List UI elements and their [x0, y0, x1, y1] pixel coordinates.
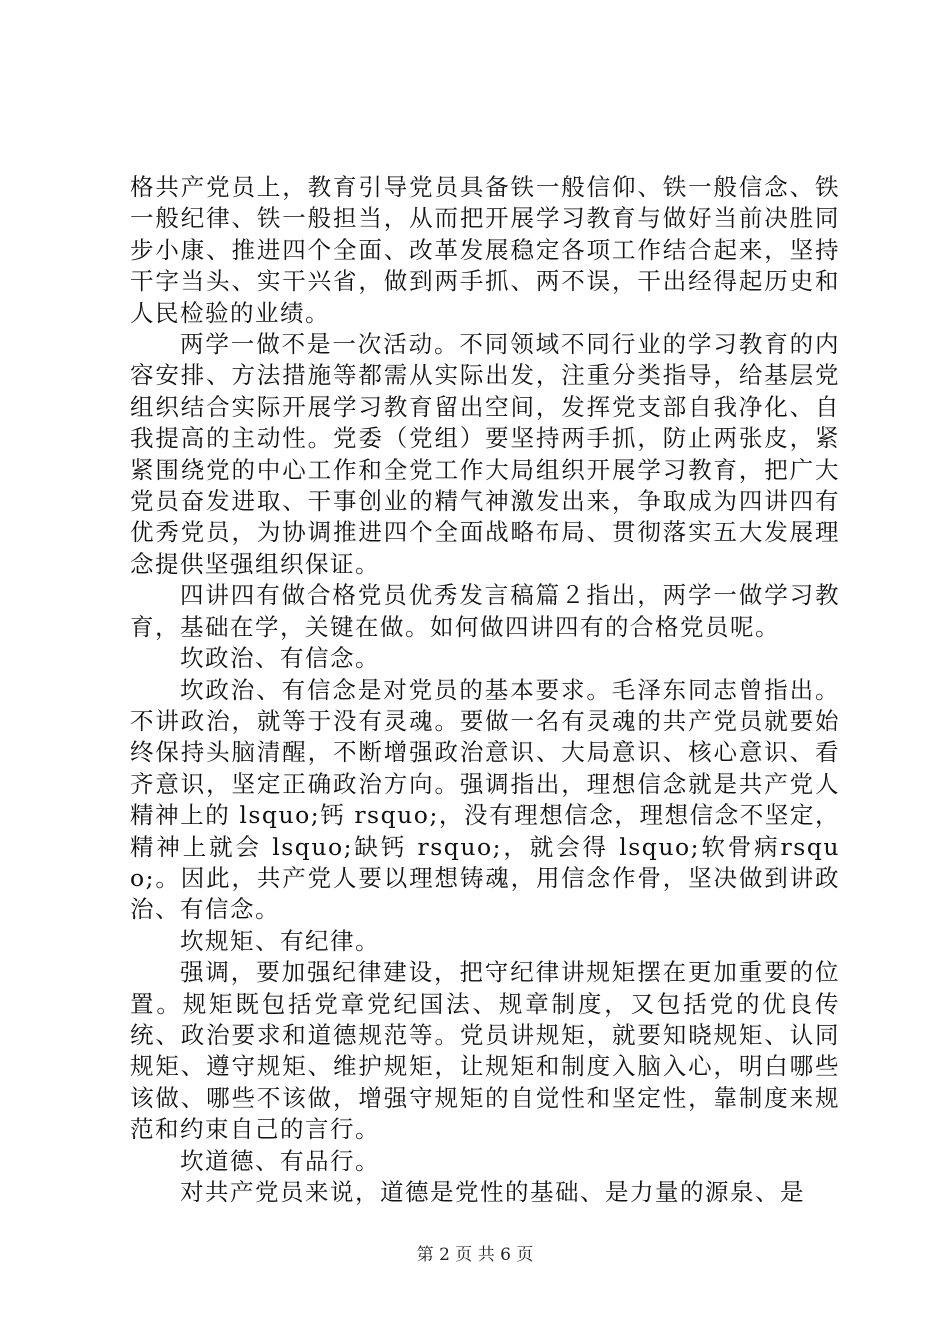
section-heading-rules: 坎规矩、有纪律。: [180, 926, 380, 955]
section-heading-politics: 坎政治、有信念。: [180, 644, 380, 673]
page-number-footer: 第 2 页 共 6 页: [416, 1245, 534, 1265]
paragraph-2: 两学一做不是一次活动。不同领域不同行业的学习教育的内容安排、方法措施等都需从实际出发，注重分类指导，给基层党组织结合实际开展学习教育留出空间，发挥党支部自我净化、自我提高的主动性。党委（党组）要坚持两手抓，防止两张皮，紧紧围绕党的中心工作和全党工作大局组织开展学习教育，把广大党员奋发进取、干事创业的精气神激发出来，争取成为四讲四有优秀党员，为协调推进四个全面战略布局、贯彻落实五大发展理念提供坚强组织保证。: [130, 330, 840, 578]
document-body: [130, 172, 840, 1208]
paragraph-3: 四讲四有做合格党员优秀发言稿篇２指出，两学一做学习教育，基础在学，关键在做。如何做四讲四有的合格党员呢。: [130, 581, 840, 641]
paragraph-politics: 坎政治、有信念是对党员的基本要求。毛泽东同志曾指出。不讲政治，就等于没有灵魂。要做一名有灵魂的共产党员就要始终保持头脑清醒，不断增强政治意识、大局意识、核心意识、看齐意识，坚定正确政治方向。强调指出，理想信念就是共产党人精神上的 lsquo;钙 rsquo;，没有理想信念，理想信念不坚定，精神上就会 lsquo;缺钙 rsquo;，就会得 lsquo;软骨病rsquo;。因此，共产党人要以理想铸魂，用信念作骨，坚决做到讲政治、有信念。: [130, 675, 840, 924]
paragraph-rules: 强调，要加强纪律建设，把守纪律讲规矩摆在更加重要的位置。规矩既包括党章党纪国法、规章制度，又包括党的优良传统、政治要求和道德规范等。党员讲规矩，就要知晓规矩、认同规矩、遵守规矩、维护规矩，让规矩和制度入脑入心，明白哪些该做、哪些不该做，增强守规矩的自觉性和坚定性，靠制度来规范和约束自己的言行。: [130, 958, 840, 1144]
paragraph-1: 格共产党员上，教育引导党员具备铁一般信仰、铁一般信念、铁一般纪律、铁一般担当，从而把开展学习教育与做好当前决胜同步小康、推进四个全面、改革发展稳定各项工作结合起来，坚持干字当头、实干兴省，做到两手抓、两不误，干出经得起历史和人民检验的业绩。: [130, 173, 840, 327]
section-heading-morality: 坎道德、有品行。: [180, 1146, 380, 1175]
paragraph-morality: 对共产党员来说，道德是党性的基础、是力量的源泉、是: [180, 1178, 805, 1206]
